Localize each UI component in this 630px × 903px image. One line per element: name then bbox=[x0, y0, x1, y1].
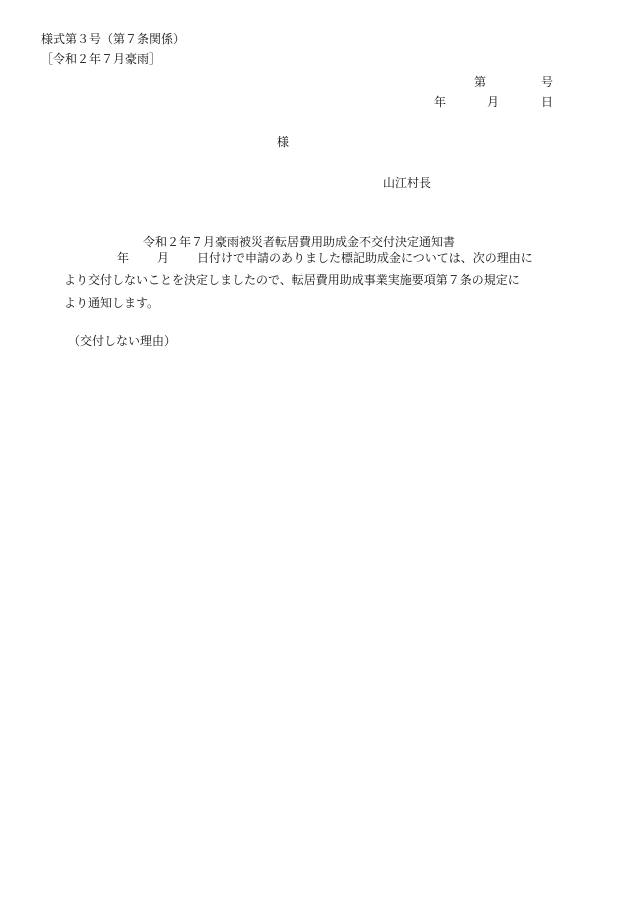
document-title: 令和２年７月豪雨被災者転居費用助成金不交付決定通知書 bbox=[143, 235, 456, 249]
body-line-1-text: 日付けで申請のありました標記助成金については、次の理由に bbox=[197, 251, 533, 265]
body-line-1 bbox=[117, 252, 533, 264]
form-number: 様式第３号（第７条関係） bbox=[41, 32, 186, 46]
date-month-label: 月 bbox=[487, 95, 500, 109]
body-month-label: 月 bbox=[157, 251, 170, 265]
document-number-suffix: 号 bbox=[541, 75, 554, 89]
sender-name: 山江村長 bbox=[383, 176, 432, 190]
disaster-tag: ［令和２年７月豪雨］ bbox=[41, 52, 162, 66]
body-line-3: より通知します。 bbox=[64, 296, 160, 310]
document-number-prefix: 第 bbox=[474, 75, 487, 89]
addressee-honorific: 様 bbox=[277, 135, 290, 149]
body-line-2: より交付しないことを決定しましたので、転居費用助成事業実施要項第７条の規定に bbox=[64, 273, 520, 287]
reason-heading: （交付しない理由） bbox=[68, 334, 177, 348]
date-year-label: 年 bbox=[434, 95, 447, 109]
body-year-label: 年 bbox=[117, 251, 130, 265]
date-day-label: 日 bbox=[541, 95, 554, 109]
